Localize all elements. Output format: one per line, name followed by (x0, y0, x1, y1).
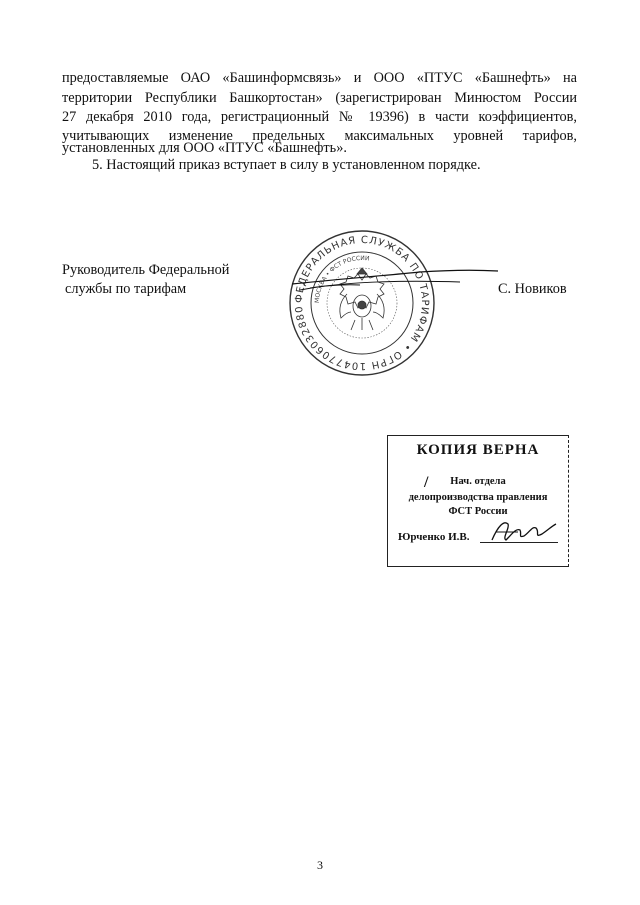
copy-certification-stamp (387, 435, 569, 567)
body-line: установленных для ООО «ПТУС «Башнефть». (62, 140, 347, 156)
position-line-2: службы по тарифам (65, 281, 187, 297)
body-line: учитывающих изменение предельных максимальных уровней тарифов, (62, 128, 577, 144)
signatory-name: С. Новиков (498, 281, 567, 297)
body-line: территории Республики Башкортостан» (зарегистрирован Минюстом России (62, 90, 577, 106)
official-seal (287, 228, 437, 378)
signatory-position (62, 261, 229, 299)
slash-mark-icon: / (424, 474, 429, 491)
handwritten-signature-icon (488, 516, 558, 546)
stamp-line-2: делопроизводства правления (408, 492, 548, 503)
svg-text:МОСКВА • ФСТ РОССИИ: МОСКВА • ФСТ РОССИИ (313, 254, 370, 304)
item-5-text: 5. Настоящий приказ вступает в силу в установленном порядке. (92, 157, 481, 173)
page-number: 3 (317, 858, 323, 872)
stamp-line-3: ФСТ России (448, 506, 508, 517)
position-line-1: Руководитель Федеральной (62, 262, 230, 278)
stamp-signer-name: Юрченко И.В. (398, 531, 470, 543)
stamp-line-1: Нач. отдела (450, 476, 506, 487)
body-line: 27 декабря 2010 года, регистрационный № 19396) в части коэффициентов, (62, 109, 577, 125)
svg-text:ФЕДЕРАЛЬНАЯ СЛУЖБА ПО ТАРИФАМ: ФЕДЕРАЛЬНАЯ СЛУЖБА ПО ТАРИФАМ • ОГРН 1047706032880 (293, 234, 431, 372)
stamp-title: КОПИЯ ВЕРНА (416, 442, 540, 458)
director-signature-icon (290, 262, 500, 292)
body-line: предоставляемые ОАО «Башинформсвязь» и ООО «ПТУС «Башнефть» на (62, 70, 577, 86)
